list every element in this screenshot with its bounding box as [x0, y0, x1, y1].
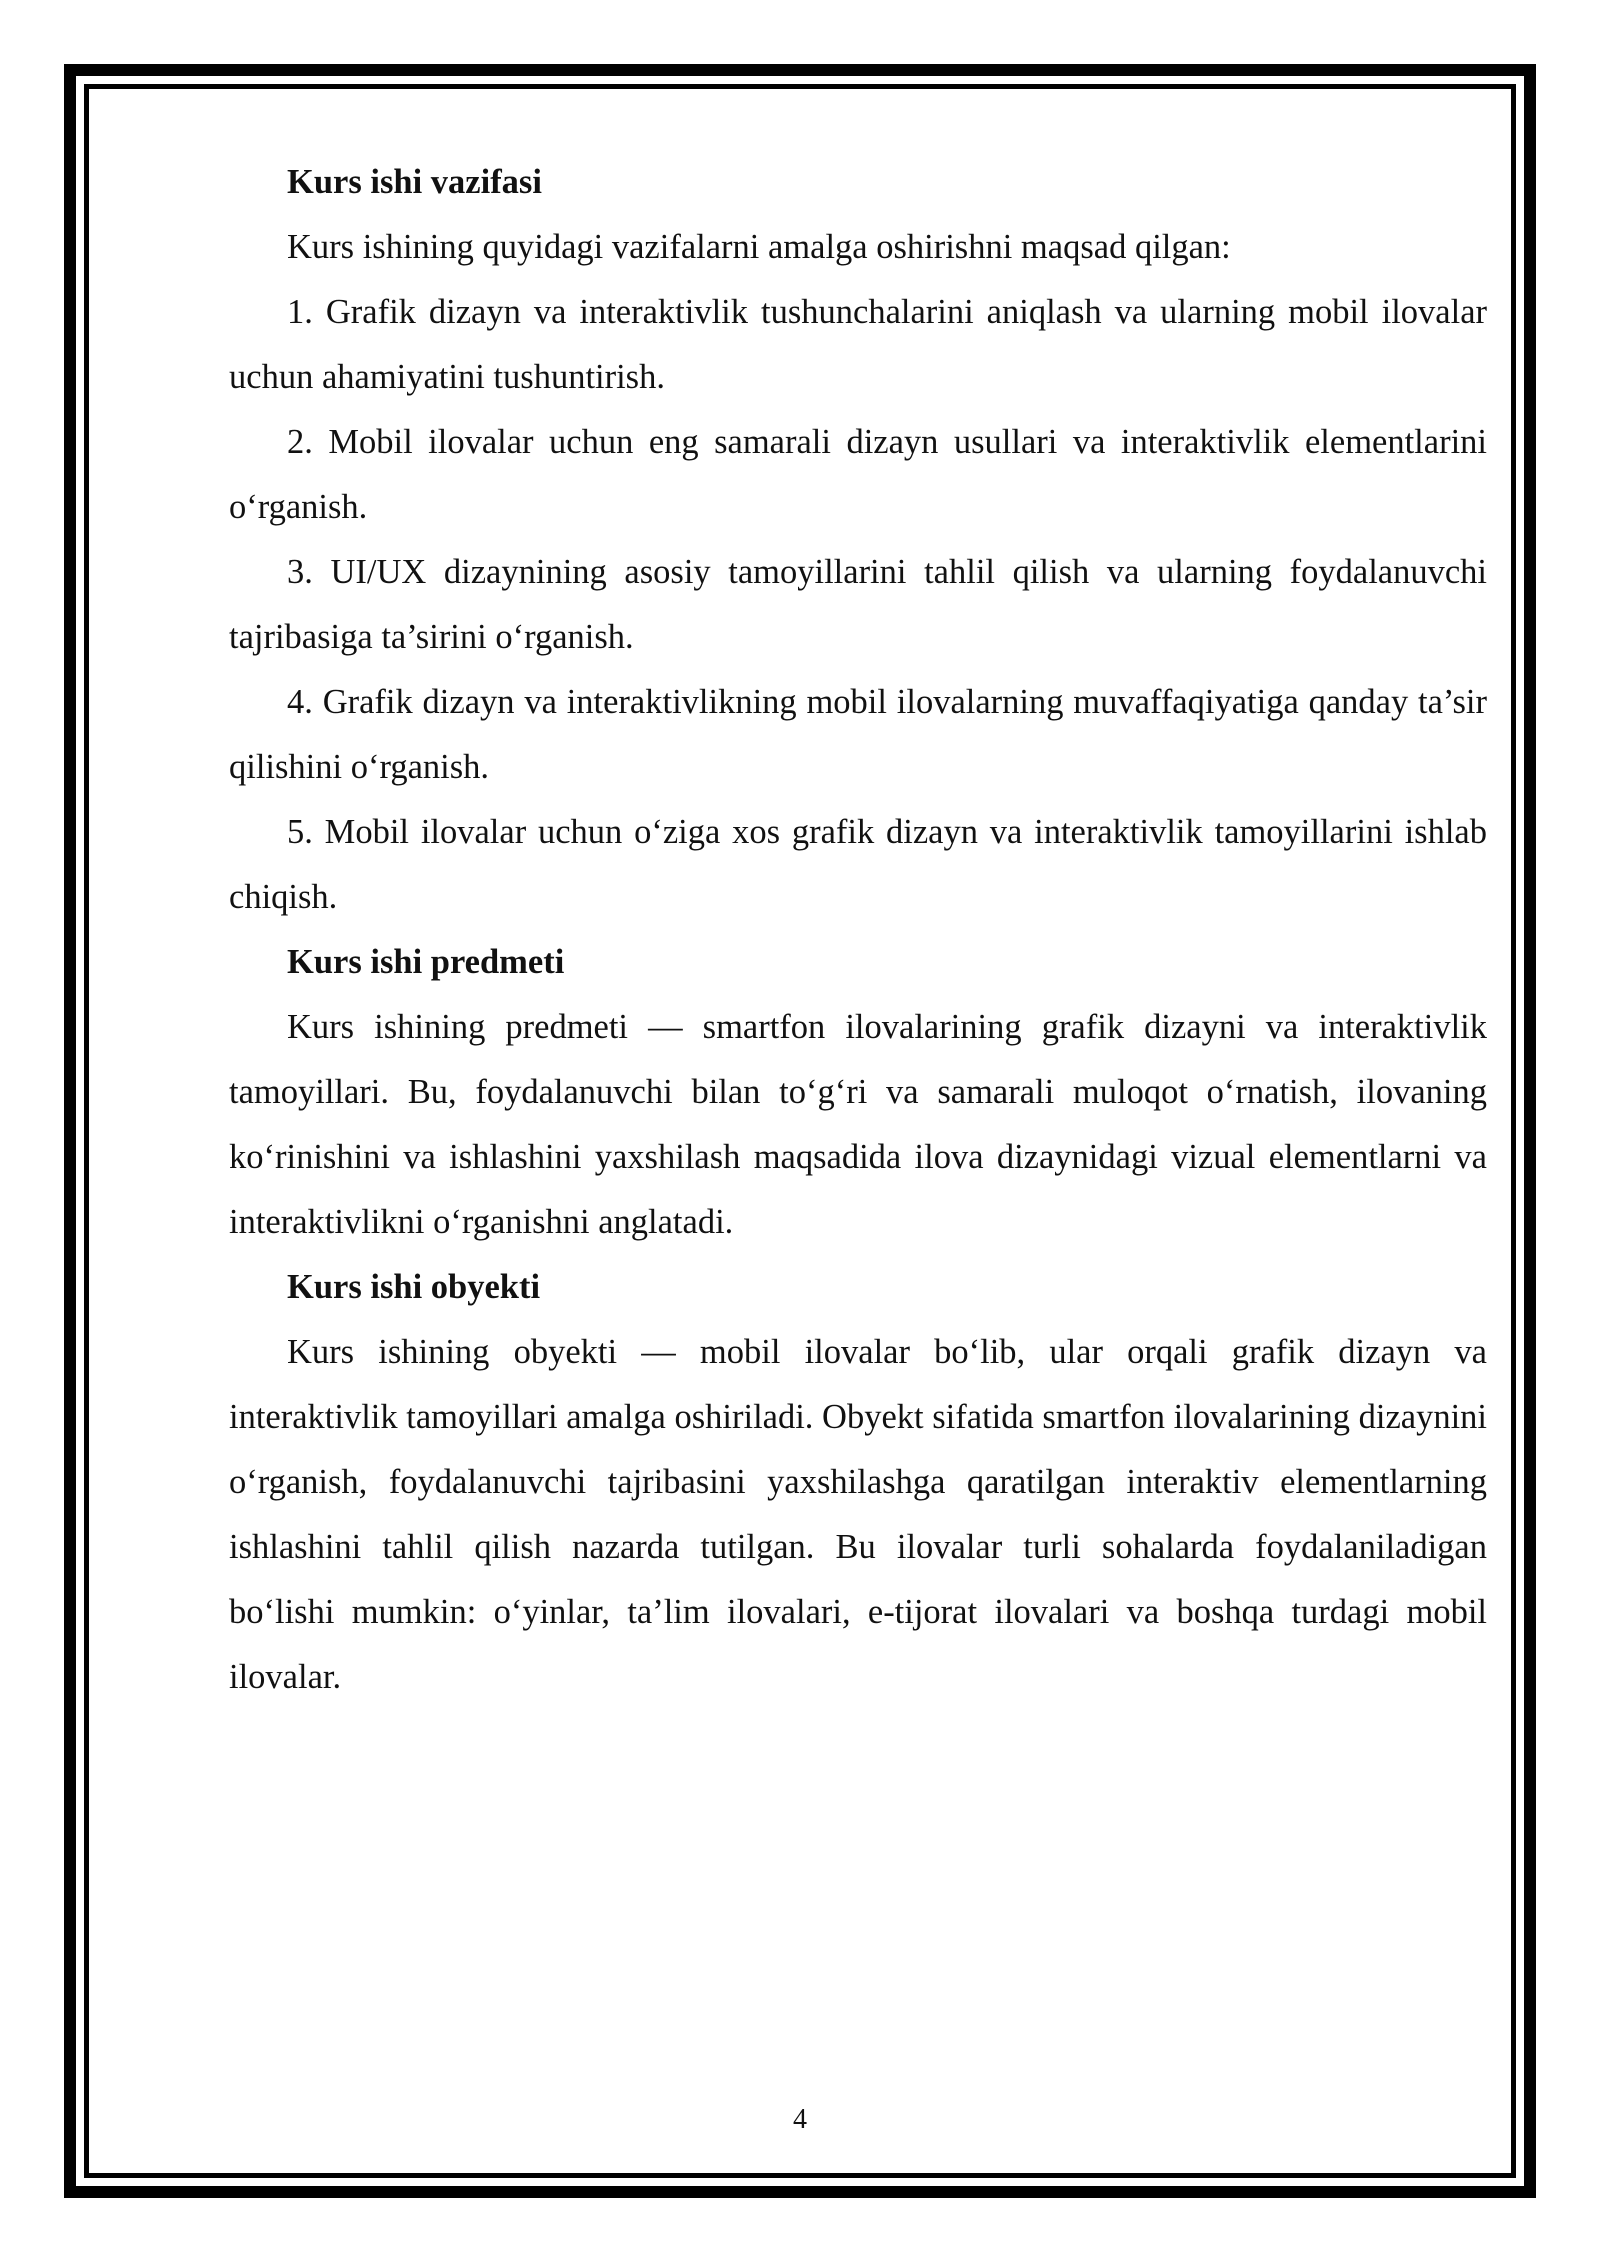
vazifasi-item-4: 4. Grafik dizayn va interaktivlikning mobil ilovalarning muvaffaqiyatiga qanday ta’sir qilishini o‘rganish.	[229, 683, 1487, 786]
section-heading-vazifasi: Kurs ishi vazifasi	[287, 163, 542, 201]
document-body	[229, 150, 1487, 1710]
predmeti-paragraph: Kurs ishining predmeti — smartfon ilovalarining grafik dizayni va interaktivlik tamoyillari. Bu, foydalanuvchi bilan to‘g‘ri va samarali muloqot o‘rnatish, ilovaning ko‘rinishini va ishlashini yaxshilash maqsadida ilova dizaynidagi vizual elementlarni va interaktivlikni o‘rganishni anglatadi.	[229, 1008, 1487, 1241]
page-number: 4	[793, 2104, 807, 2135]
vazifasi-item-1: 1. Grafik dizayn va interaktivlik tushunchalarini aniqlash va ularning mobil ilovalar uchun ahamiyatini tushuntirish.	[229, 293, 1487, 396]
vazifasi-item-3: 3. UI/UX dizaynining asosiy tamoyillarini tahlil qilish va ularning foydalanuvchi tajribasiga ta’sirini o‘rganish.	[229, 553, 1487, 656]
vazifasi-item-2: 2. Mobil ilovalar uchun eng samarali dizayn usullari va interaktivlik elementlarini o‘rganish.	[229, 423, 1487, 526]
obyekti-paragraph: Kurs ishining obyekti — mobil ilovalar bo‘lib, ular orqali grafik dizayn va interaktivlik tamoyillari amalga oshiriladi. Obyekt sifatida smartfon ilovalarining dizaynini o‘rganish, foydalanuvchi tajribasini yaxshilashga qaratilgan interaktiv elementlarning ishlashini tahlil qilish nazarda tutilgan. Bu ilovalar turli sohalarda foydalaniladigan bo‘lishi mumkin: o‘yinlar, ta’lim ilovalari, e-tijorat ilovalari va boshqa turdagi mobil ilovalar.	[229, 1333, 1487, 1696]
section-heading-predmeti: Kurs ishi predmeti	[287, 943, 565, 981]
vazifasi-item-5: 5. Mobil ilovalar uchun o‘ziga xos grafik dizayn va interaktivlik tamoyillarini ishlab chiqish.	[229, 813, 1487, 916]
vazifasi-intro-paragraph: Kurs ishining quyidagi vazifalarni amalga oshirishni maqsad qilgan:	[287, 228, 1231, 266]
section-heading-obyekti: Kurs ishi obyekti	[287, 1268, 541, 1306]
